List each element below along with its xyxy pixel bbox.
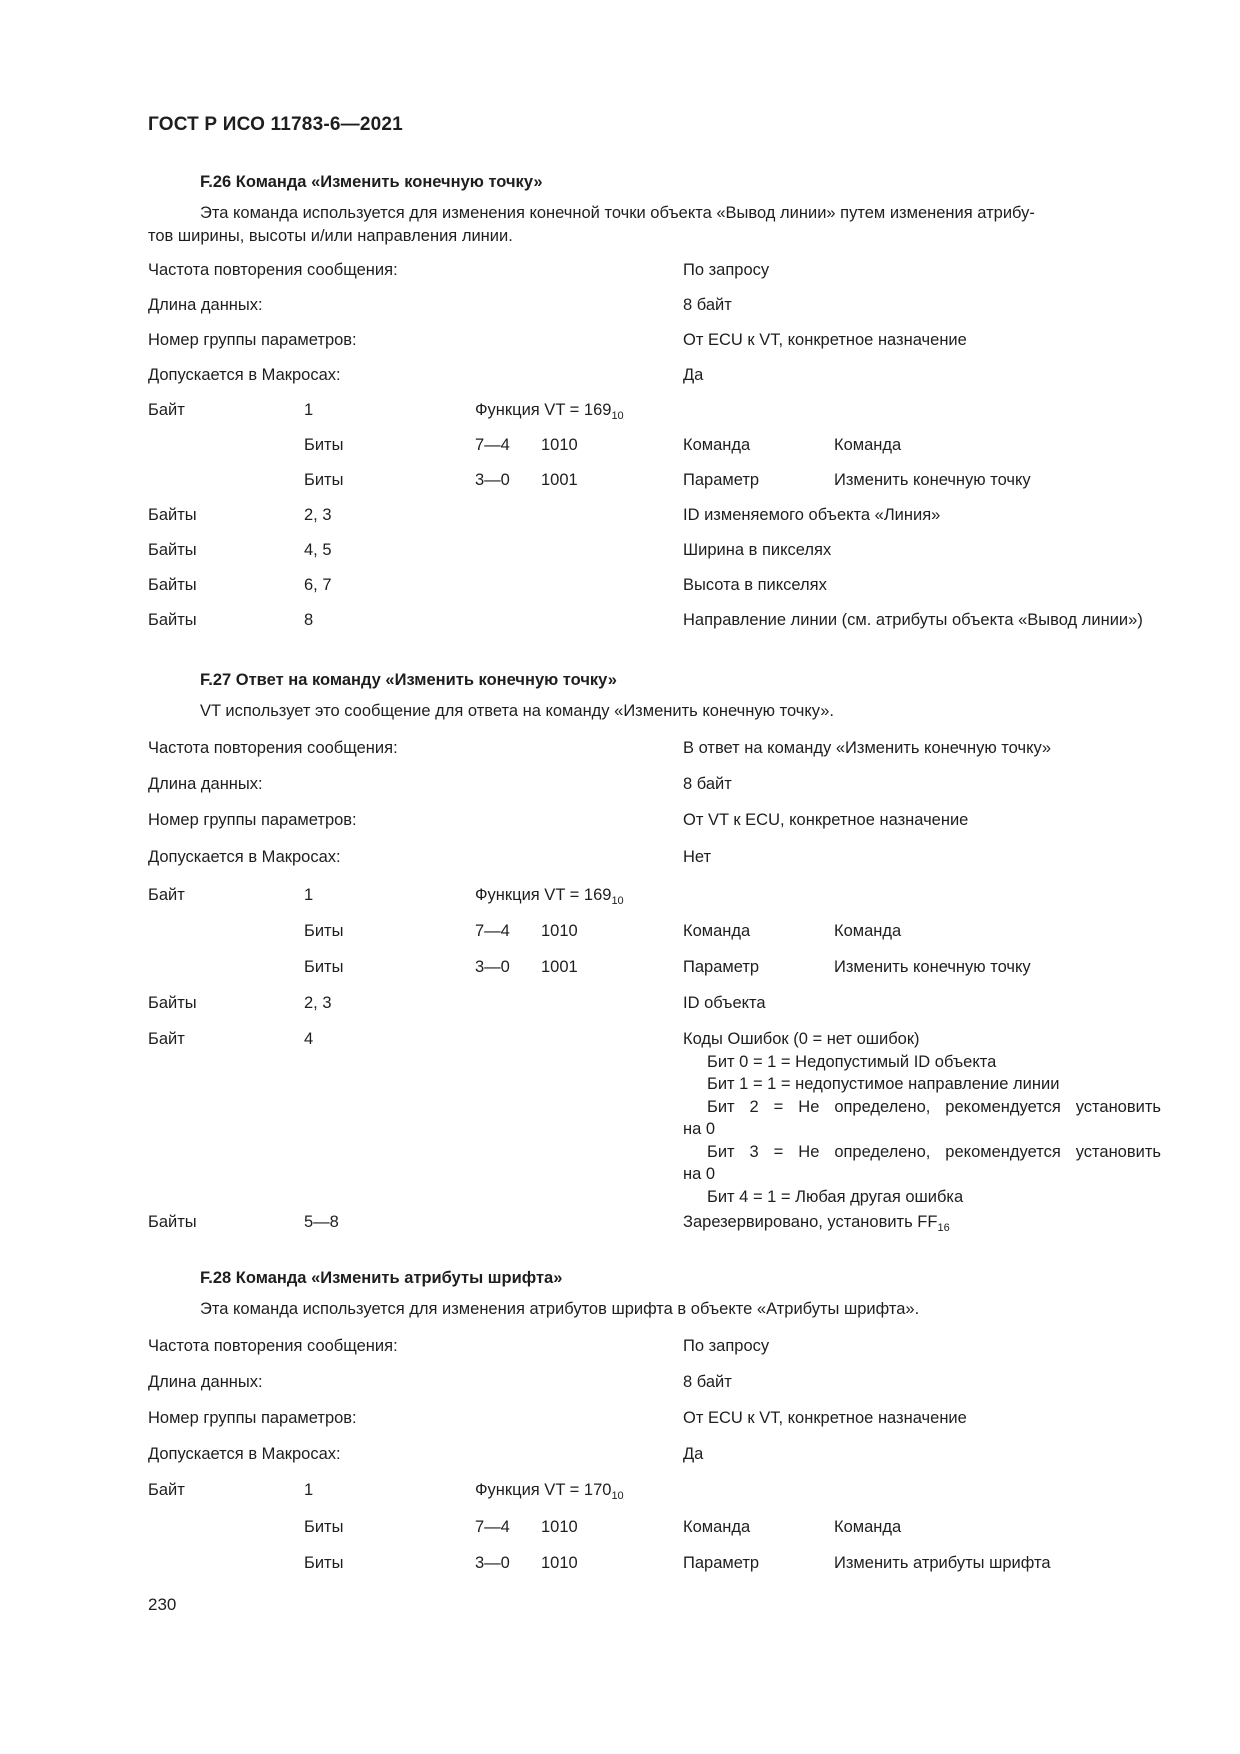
property-label: Номер группы параметров: — [148, 811, 357, 829]
bits-field: Команда — [683, 922, 751, 940]
bits-label: Биты — [304, 922, 344, 940]
property-label: Длина данных: — [148, 1373, 263, 1391]
error-code-line: на 0 — [683, 1120, 716, 1138]
property-label: Номер группы параметров: — [148, 331, 357, 349]
byte-number: 1 — [304, 886, 314, 904]
error-code-line: Бит 3 = Не определено, рекомендуется установить — [707, 1142, 1161, 1161]
error-code-line: Бит 1 = 1 = недопустимое направление линии — [707, 1075, 1060, 1093]
bits-label: Биты — [304, 1554, 344, 1572]
description-line: VT использует это сообщение для ответа на команду «Изменить конечную точку». — [200, 702, 834, 720]
error-code-line: Коды Ошибок (0 = нет ошибок) — [683, 1030, 920, 1048]
property-value: Нет — [683, 848, 712, 866]
reserved-text: Зарезервировано, установить FF — [683, 1213, 938, 1231]
bits-range: 7—4 — [475, 1518, 510, 1536]
property-label: Допускается в Макросах: — [148, 1445, 341, 1463]
bits-field: Команда — [683, 1518, 751, 1536]
vt-function — [475, 1479, 624, 1501]
byte-description: ID объекта — [683, 994, 766, 1012]
byte-label: Байт — [148, 1030, 185, 1048]
page-number: 230 — [148, 1595, 177, 1614]
bits-field: Параметр — [683, 958, 760, 976]
bits-range: 3—0 — [475, 958, 510, 976]
bits-value: 1010 — [541, 1554, 578, 1572]
property-value: В ответ на команду «Изменить конечную точку» — [683, 739, 1052, 757]
subscript: 10 — [611, 410, 624, 422]
error-code-line: Бит 4 = 1 = Любая другая ошибка — [707, 1187, 964, 1206]
description-line: тов ширины, высоты и/или направления линии. — [148, 227, 513, 245]
error-code-line: Бит 0 = 1 = Недопустимый ID объекта — [707, 1052, 997, 1071]
bits-description: Изменить атрибуты шрифта — [834, 1554, 1051, 1572]
bits-description: Команда — [834, 922, 902, 940]
byte-label: Байты — [148, 1213, 197, 1231]
byte-number: 1 — [304, 1481, 314, 1499]
section-title-f27: F.27 Ответ на команду «Изменить конечную точку» — [200, 671, 617, 689]
byte-label: Байт — [148, 886, 185, 904]
byte-number: 2, 3 — [304, 506, 332, 524]
byte-number: 4, 5 — [304, 541, 332, 559]
byte-number: 8 — [304, 611, 314, 629]
byte-number: 6, 7 — [304, 576, 332, 594]
bits-field: Параметр — [683, 471, 760, 489]
byte-label: Байты — [148, 506, 197, 524]
bits-value: 1001 — [541, 471, 578, 489]
property-value: 8 байт — [683, 296, 732, 314]
byte-description: Ширина в пикселях — [683, 541, 832, 559]
property-label: Частота повторения сообщения: — [148, 739, 398, 757]
property-label: Длина данных: — [148, 775, 263, 793]
bits-range: 7—4 — [475, 436, 510, 454]
byte-label: Байт — [148, 401, 185, 419]
section-description-f28 — [148, 1298, 1148, 1321]
bits-value: 1010 — [541, 436, 578, 454]
property-value: От VT к ECU, конкретное назначение — [683, 811, 969, 829]
property-value: От ECU к VT, конкретное назначение — [683, 1409, 967, 1427]
section-description-f27 — [148, 700, 1148, 723]
bits-label: Биты — [304, 436, 344, 454]
bits-value: 1010 — [541, 922, 578, 940]
vt-function — [475, 399, 624, 421]
property-label: Допускается в Макросах: — [148, 366, 341, 384]
bits-label: Биты — [304, 471, 344, 489]
error-code-line: на 0 — [683, 1165, 716, 1183]
byte-description: ID изменяемого объекта «Линия» — [683, 506, 941, 524]
byte-description — [683, 1211, 950, 1233]
description-line: Эта команда используется для изменения конечной точки объекта «Вывод линии» путем изменения атрибу- — [200, 204, 1035, 222]
bits-description: Изменить конечную точку — [834, 958, 1031, 976]
byte-label: Байты — [148, 541, 197, 559]
bits-label: Биты — [304, 1518, 344, 1536]
byte-label: Байты — [148, 611, 197, 629]
section-title-f26: F.26 Команда «Изменить конечную точку» — [200, 173, 543, 191]
property-label: Номер группы параметров: — [148, 1409, 357, 1427]
property-value: 8 байт — [683, 1373, 732, 1391]
byte-number: 2, 3 — [304, 994, 332, 1012]
error-code-line: Бит 2 = Не определено, рекомендуется установить — [707, 1097, 1161, 1116]
bits-field: Команда — [683, 436, 751, 454]
bits-value: 1010 — [541, 1518, 578, 1536]
subscript: 10 — [611, 895, 624, 907]
byte-description: Направление линии (см. атрибуты объекта «Вывод линии») — [683, 611, 1143, 629]
property-label: Допускается в Макросах: — [148, 848, 341, 866]
property-label: Длина данных: — [148, 296, 263, 314]
byte-label: Байты — [148, 994, 197, 1012]
byte-label: Байт — [148, 1481, 185, 1499]
byte-number: 1 — [304, 401, 314, 419]
section-description-f26 — [148, 202, 1148, 248]
section-title-f28: F.28 Команда «Изменить атрибуты шрифта» — [200, 1269, 563, 1287]
subscript: 10 — [611, 1490, 624, 1502]
bits-label: Биты — [304, 958, 344, 976]
byte-label: Байты — [148, 576, 197, 594]
byte-number: 5—8 — [304, 1213, 339, 1231]
bits-range: 7—4 — [475, 922, 510, 940]
error-codes-list — [683, 1028, 1161, 1208]
bits-range: 3—0 — [475, 1554, 510, 1572]
property-value: От ECU к VT, конкретное назначение — [683, 331, 967, 349]
vt-function — [475, 884, 624, 906]
bits-field: Параметр — [683, 1554, 760, 1572]
subscript: 16 — [937, 1222, 950, 1234]
property-value: По запросу — [683, 261, 770, 279]
document-header: ГОСТ Р ИСО 11783-6—2021 — [148, 114, 403, 135]
property-value: 8 байт — [683, 775, 732, 793]
vt-function-text: Функция VT = 169 — [475, 886, 612, 904]
property-label: Частота повторения сообщения: — [148, 261, 398, 279]
vt-function-text: Функция VT = 170 — [475, 1481, 612, 1499]
bits-value: 1001 — [541, 958, 578, 976]
bits-description: Команда — [834, 1518, 902, 1536]
property-value: Да — [683, 1445, 704, 1463]
property-value: Да — [683, 366, 704, 384]
property-label: Частота повторения сообщения: — [148, 1337, 398, 1355]
byte-description: Высота в пикселях — [683, 576, 827, 594]
property-value: По запросу — [683, 1337, 770, 1355]
vt-function-text: Функция VT = 169 — [475, 401, 612, 419]
bits-description: Изменить конечную точку — [834, 471, 1031, 489]
bits-range: 3—0 — [475, 471, 510, 489]
description-line: Эта команда используется для изменения атрибутов шрифта в объекте «Атрибуты шрифта». — [200, 1300, 920, 1318]
bits-description: Команда — [834, 436, 902, 454]
byte-number: 4 — [304, 1030, 314, 1048]
